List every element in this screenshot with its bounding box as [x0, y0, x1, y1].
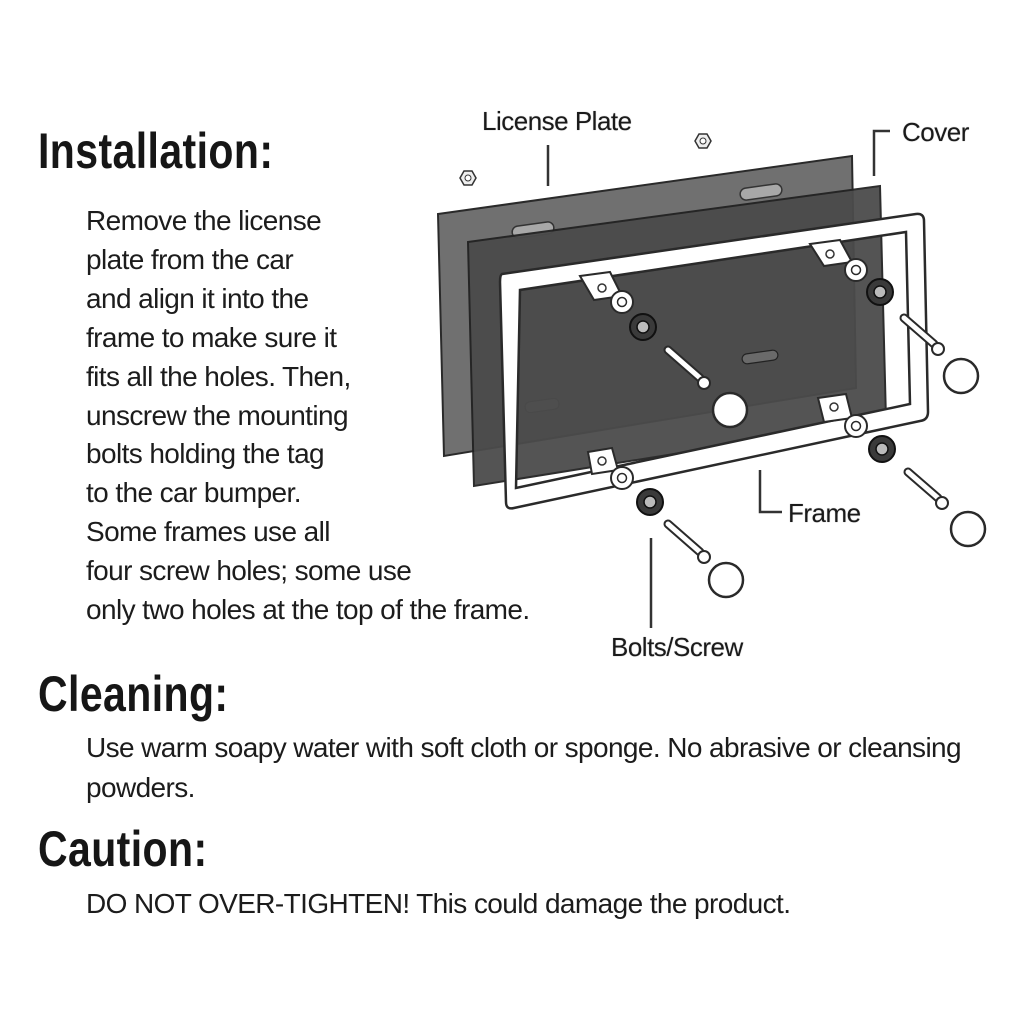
- cleaning-text: Use warm soapy water with soft cloth or sponge. No abrasive or cleansing powders.: [86, 732, 962, 803]
- screw-cap: [713, 393, 747, 427]
- screw: [908, 472, 948, 509]
- installation-line: to the car bumper.: [86, 477, 301, 509]
- washer: [845, 415, 867, 437]
- cover-label: Cover: [902, 117, 969, 147]
- frame-label: Frame: [788, 498, 861, 528]
- exploded-diagram: [420, 100, 1010, 660]
- screw-cap: [944, 359, 978, 393]
- installation-line: only two holes at the top of the frame.: [86, 594, 530, 626]
- cleaning-heading: Cleaning:: [38, 666, 229, 722]
- hex-nut: [695, 134, 711, 148]
- installation-heading: Installation:: [38, 123, 274, 179]
- screw: [668, 524, 710, 563]
- frame-leader: [760, 470, 782, 512]
- license-plate-label: License Plate: [482, 106, 632, 136]
- installation-line: plate from the car: [86, 243, 294, 275]
- caution-heading: Caution:: [38, 821, 208, 877]
- washer: [611, 291, 633, 313]
- installation-line: Remove the license: [86, 205, 322, 236]
- installation-line: unscrew the mounting: [86, 399, 348, 431]
- installation-line: four screw holes; some use: [86, 555, 412, 587]
- installation-line: Some frames use all: [86, 516, 330, 548]
- grommet: [867, 279, 893, 305]
- bolts-label: Bolts/Screw: [611, 632, 743, 662]
- grommet: [637, 489, 663, 515]
- screw-cap: [709, 563, 743, 597]
- washer: [611, 467, 633, 489]
- installation-line: bolts holding the tag: [86, 438, 325, 470]
- hex-nut: [460, 171, 476, 185]
- caution-text: DO NOT OVER-TIGHTEN! This could damage the product.: [86, 888, 791, 919]
- installation-line: and align it into the: [86, 282, 309, 314]
- screw-cap: [951, 512, 985, 546]
- installation-line: fits all the holes. Then,: [86, 360, 351, 392]
- grommet: [869, 436, 895, 462]
- grommet: [630, 314, 656, 340]
- installation-line: frame to make sure it: [86, 321, 337, 353]
- cover-leader: [874, 131, 890, 176]
- washer: [845, 259, 867, 281]
